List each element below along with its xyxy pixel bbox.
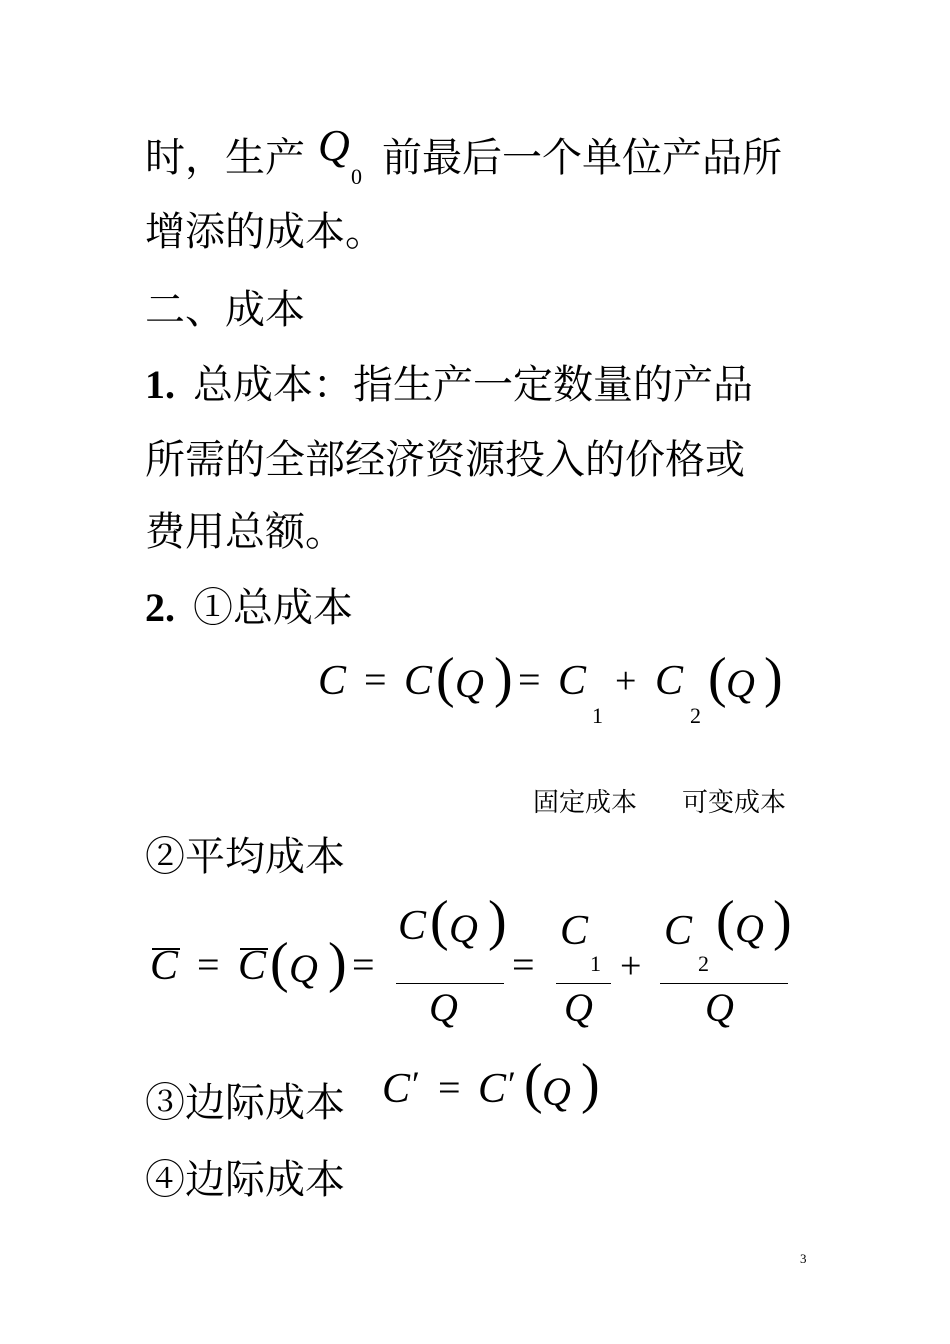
label-variable-cost: 可变成本: [682, 788, 787, 818]
paragraph-line-2: 增添的成本。: [145, 209, 385, 255]
math-lparen: (: [270, 932, 289, 994]
marginal-cost-label-2: ④边际成本: [145, 1157, 345, 1203]
math-equals: =: [364, 657, 387, 702]
math-equals: =: [197, 942, 220, 987]
math-equals: =: [512, 942, 535, 987]
math-subscript-0: 0: [351, 164, 362, 189]
item-label: ①总成本: [193, 585, 353, 631]
math-q: Q: [726, 661, 755, 706]
math-lparen: (: [430, 890, 449, 952]
math-rparen: ): [764, 647, 783, 709]
item-1-line-2: 所需的全部经济资源投入的价格或: [145, 437, 745, 483]
math-q: Q: [449, 906, 478, 951]
marginal-cost-label: ③边际成本: [145, 1080, 345, 1126]
item-1-line-1: [145, 362, 753, 408]
text-segment: 时，生产: [145, 135, 305, 181]
math-q: Q: [542, 1069, 571, 1114]
math-lparen: (: [436, 647, 455, 709]
math-c1: C: [558, 658, 587, 704]
math-subscript-2: 2: [698, 951, 709, 976]
math-q: Q: [705, 985, 734, 1030]
math-c2: C: [664, 908, 693, 954]
item-2-heading: [145, 585, 353, 631]
math-c-prime: C: [478, 1066, 507, 1112]
math-q: Q: [735, 906, 764, 951]
math-lparen: (: [708, 647, 727, 709]
section-heading: 二、成本: [145, 287, 305, 333]
fraction-bar: [556, 983, 611, 984]
item-text: 总成本：指生产一定数量的产品: [193, 362, 753, 408]
math-subscript-1: 1: [592, 703, 603, 728]
paragraph-line-1: [145, 135, 305, 181]
math-equals: =: [518, 657, 541, 702]
math-equals: =: [352, 942, 375, 987]
math-c-bar: C: [238, 943, 267, 989]
fraction-bar: [660, 983, 788, 984]
math-symbol-q0: Q: [318, 121, 350, 170]
page-number: 3: [800, 1251, 807, 1266]
item-number: 2: [145, 585, 165, 630]
math-rparen: ): [581, 1053, 600, 1115]
math-c1: C: [560, 908, 589, 954]
math-prime: ′: [412, 1064, 420, 1104]
item-dot: .: [165, 585, 175, 630]
label-fixed-cost: 固定成本: [533, 788, 638, 818]
math-q: Q: [429, 985, 458, 1030]
math-plus: +: [620, 945, 642, 987]
math-c-bar: C: [150, 943, 179, 989]
math-rparen: ): [773, 890, 792, 952]
math-subscript-2: 2: [690, 703, 701, 728]
math-equals: =: [438, 1065, 461, 1110]
math-rparen: ): [328, 932, 347, 994]
math-c: C: [404, 658, 433, 704]
math-lparen: (: [716, 890, 735, 952]
text-segment: 前最后一个单位产品所: [382, 135, 782, 181]
math-rparen: ): [488, 890, 507, 952]
item-1-line-3: 费用总额。: [145, 509, 345, 555]
math-c: C: [318, 658, 347, 704]
math-subscript-1: 1: [590, 951, 601, 976]
math-prime: ′: [508, 1064, 516, 1104]
math-lparen: (: [524, 1053, 543, 1115]
math-plus: +: [615, 660, 637, 702]
math-c: C: [398, 903, 427, 949]
avg-cost-label: ②平均成本: [145, 834, 345, 880]
item-dot: .: [165, 362, 175, 407]
math-q: Q: [289, 946, 318, 991]
math-q: Q: [455, 661, 484, 706]
fraction-bar: [396, 983, 504, 984]
item-number: 1: [145, 362, 165, 407]
math-c-prime: C: [382, 1066, 411, 1112]
math-q: Q: [564, 985, 593, 1030]
math-c2: C: [655, 658, 684, 704]
math-rparen: ): [494, 647, 513, 709]
